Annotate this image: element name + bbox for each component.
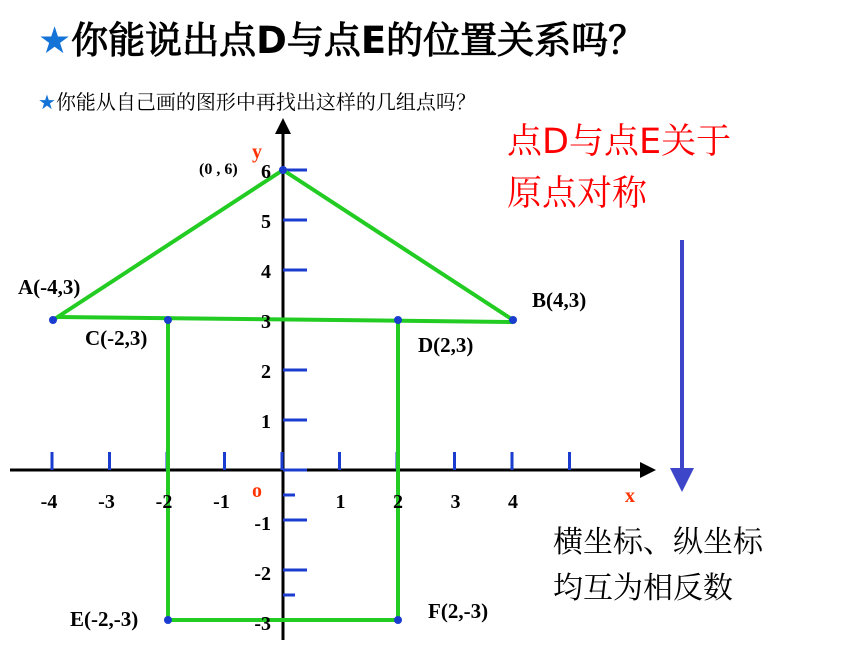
- x-tick-label: 2: [393, 491, 403, 513]
- y-tick-label: -1: [254, 513, 271, 535]
- point-label-b: B(4,3): [532, 288, 587, 312]
- y-tick-label: 5: [261, 211, 271, 233]
- x-tick-label: -1: [213, 491, 230, 513]
- down-arrow-icon: [670, 240, 694, 492]
- y-tick-label: 4: [261, 261, 271, 283]
- subtitle-text: 你能从自己画的图形中再找出这样的几组点吗？: [55, 90, 476, 114]
- origin-label: o: [252, 480, 262, 502]
- answer-line-2: 原点对称: [507, 174, 648, 214]
- point-d: [394, 316, 402, 324]
- title-text: 你能说出点D与点E的位置关系吗？: [71, 19, 646, 62]
- point-label-top: (0 , 6): [199, 161, 238, 178]
- x-tick-label: 3: [450, 491, 461, 513]
- point-label-d: D(2,3): [418, 333, 474, 357]
- x-axis-name: x: [625, 485, 635, 507]
- x-tick-label: 4: [508, 491, 518, 513]
- note-line-1: 横坐标、纵坐标: [553, 525, 763, 560]
- y-tick-label: 1: [261, 411, 271, 433]
- point-label-e: E(-2,-3): [70, 607, 139, 631]
- y-axis-name: y: [252, 141, 262, 163]
- x-axis-arrow-icon: [640, 462, 656, 478]
- star-icon: ★: [38, 19, 72, 62]
- point-e: [164, 616, 172, 624]
- y-tick-label: -2: [254, 563, 271, 585]
- point-c: [164, 316, 172, 324]
- y-tick-label: -3: [254, 613, 271, 635]
- axes: [10, 118, 656, 640]
- y-axis-arrow-icon: [275, 118, 291, 134]
- base-line: [58, 317, 513, 322]
- y-tick-label: 6: [261, 161, 271, 183]
- star-icon: ★: [38, 90, 56, 114]
- point-a: [49, 316, 57, 324]
- point-label-a: A(-4,3): [18, 275, 81, 299]
- point-f: [394, 616, 402, 624]
- labels: [18, 141, 635, 635]
- arrow-head-icon: [670, 468, 694, 492]
- point-b: [509, 316, 517, 324]
- point-top: [279, 166, 287, 174]
- point-label-c: C(-2,3): [85, 326, 148, 350]
- x-tick-label: -2: [155, 491, 173, 513]
- y-tick-label: 3: [261, 311, 271, 333]
- point-label-f: F(2,-3): [428, 599, 489, 623]
- y-tick-label: 2: [261, 361, 271, 383]
- note-line-2: 均互为相反数: [553, 571, 733, 606]
- answer-line-1: 点D与点E关于: [507, 122, 732, 162]
- x-tick-label: -4: [40, 491, 58, 513]
- x-tick-label: 1: [335, 491, 346, 513]
- x-tick-label: -3: [98, 491, 115, 513]
